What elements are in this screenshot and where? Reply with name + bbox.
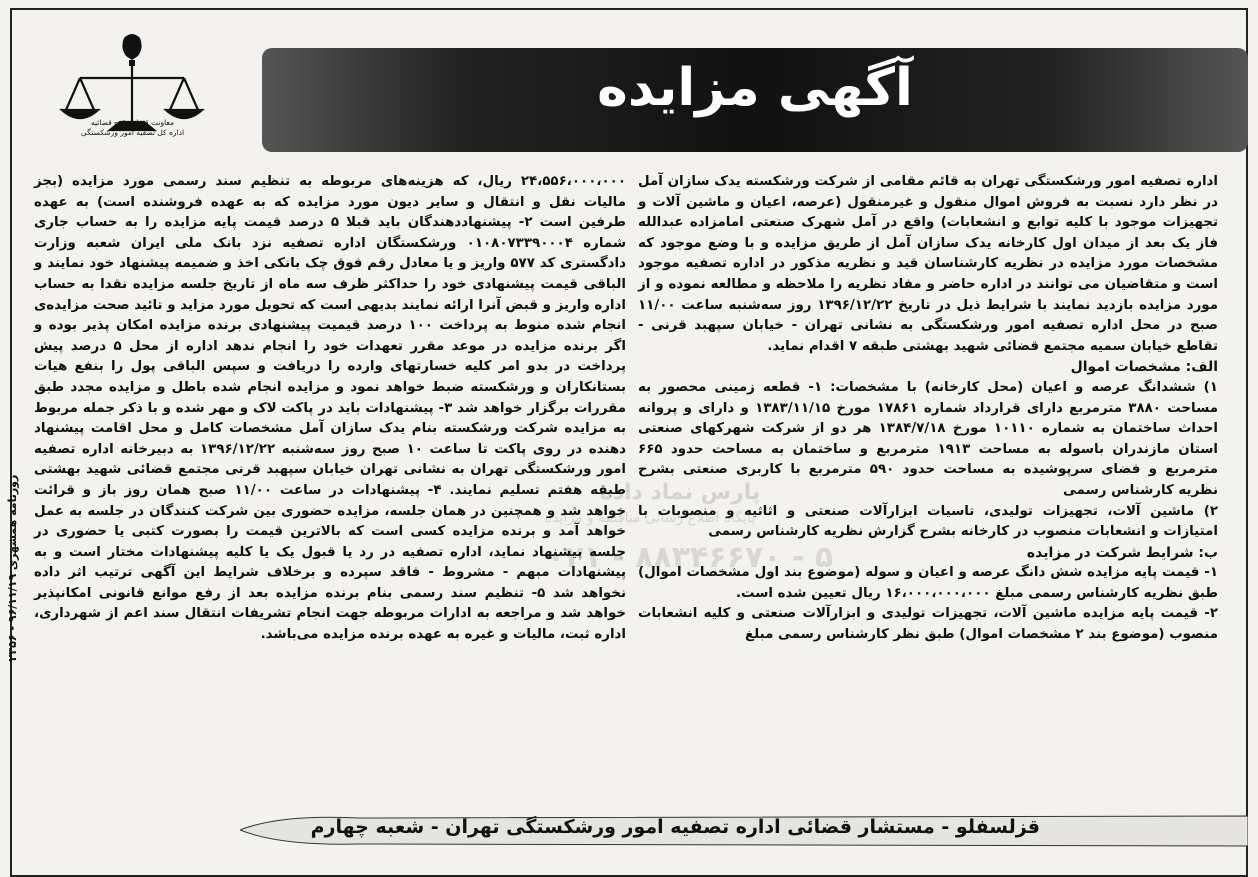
intro-paragraph [638, 172, 1218, 357]
section-a-heading: الف: مشخصات اموال [1070, 359, 1218, 376]
section-b-heading: ب: شرایط شرکت در مزایده [1026, 544, 1218, 561]
item-b1: ۱- قیمت پایه مزایده شش دانگ عرصه و اعیان و سوله (موضوع بند اول مشخصات اموال) طبق نظریه کارشناس رسمی مبلغ ۱۶،۰۰۰،۰۰۰،۰۰۰ ریال تعیین شده است. [638, 565, 1218, 601]
signature-line: قزلسفلو - مستشار قضائی اداره تصفیه امور ورشکستگی تهران - شعبه چهارم [310, 816, 1040, 838]
intro-text: به قائم مقامی از شرکت ورشکسته یدک سازان آمل در نظر دارد نسبت به فروش اموال منقول و غیرمنقول (عرصه، اعیان و ماشین آلات و تجهیزات موجود با کلیه توابع و انشعابات) واقع در آمل شهرک صنعتی امامزاده عبدالله فاز یک بعد از میدان اول کارخانه یدک سازان آمل از طریق مزایده و با وضع موجود که مشخصات مورد مزایده در نظریه کارشناسان قید و نظریه مذکور در اداره تصفیه موجود است و متقاضیان می توانند در اداره حاضر و مفاد نظریه را ملاحظه و مطالعه نموده و از مورد مزایده بازدید نمایند با شرایط ذیل در تاریخ ۱۳۹۶/۱۲/۲۲ روز سه‌شنبه ساعت ۱۱/۰۰ صبح در محل اداره تصفیه امور ورشکستگی به نشانی تهران - خیابان سپهبد قرنی - تقاطع خیابان سمیه مجتمع قضائی شهید بهشتی طبقه ۷ اقدام نماید. [638, 174, 1218, 354]
agency-name: اداره تصفیه امور ورشکستگی تهران [981, 174, 1218, 189]
item-b2: ۲- قیمت پایه مزایده ماشین آلات، تجهیزات تولیدی و ابزارآلات صنعتی و کلیه انشعابات منصوب (موضوع بند ۲ مشخصات اموال) طبق نظر کارشناس رسمی مبلغ [638, 606, 1218, 643]
newspaper-side-label: روزنامه همشهری ۹۶/۱۱/۱۹ - ۲۳۵۶ [6, 474, 19, 662]
watermark-phone: ۰۲۱ - ۸۸۳۴۶۶۷۰ - ۵ [546, 540, 834, 575]
item-a1: ۱) ششدانگ عرصه و اعیان (محل کارخانه) با مشخصات: ۱- قطعه زمینی محصور به مساحت ۳۸۸۰ مترمربع دارای قرارداد شماره ۱۷۸۶۱ مورخ ۱۳۸۳/۱۱/۱۵ و دارای و پروانه احداث ساختمان به شماره ۱۰۱۱۰ مورخ ۱۳۸۴/۷/۱۸ هر دو از شرکت شهرکهای صنعتی استان مازندران باسوله به مساحت ۱۹۱۳ مترمربع و ساختمان به مساحت حدود ۶۶۵ مترمربع و فضای سرپوشیده به مساحت حدود ۵۹۰ مترمربع با کاربری صنعتی بشرح نظریه کارشناس رسمی [638, 379, 1218, 498]
watermark-brand: پارس نماد داده [599, 480, 761, 505]
left-column-text: ۲۴،۵۵۶،۰۰۰،۰۰۰ ریال، که هزینه‌های مربوطه به تنظیم سند رسمی مورد مزایده (بجز مالیات نقل و انتقال و سایر دیون مورد مزایده که به عهده فروشنده است) به عهده طرفین است ۲- پیشنهاددهندگان باید قبلا ۵ درصد قیمت پایه مزایده را به حساب جاری شماره ۰۱۰۸۰۷۳۳۹۰۰۰۴ ورشکستگان اداره تصفیه نزد بانک ملی ایران شعبه وزارت دادگستری کد ۵۷۷ واریز و یا معادل رقم فوق چک بانکی اخذ و ضمیمه پیشنهاد خود نمایند و الباقی قیمت پیشنهادی خود را حداکثر ظرف سه ماه از تاریخ جلسه مزایده نقدا به حساب اداره واریز و قبض آنرا ارائه نمایند بدیهی است که تحویل مورد مزاید و تائید صحت مزایده‌ی انجام شده منوط به پرداخت ۱۰۰ درصد قیمیت پیشنهادی برنده مزایده امکان پذیر بوده و اگر برنده مزایده در موعد مقرر تعهدات خود را انجام ندهد اداره از محل ۵ درصد پیش پرداخت در بدو امر کلیه خسارتهای وارده را دریافت و سپس الباقی پول را بنفع هیات بستانکاران و ورشکسته ضبط خواهد نمود و مزایده انجام شده باطل و مزایده مجدد طبق مقررات برگزار خواهد شد ۳- پیشنهادات باید در پاکت لاک و مهر شده و با ذکر جمله مربوط به مزایده شرکت ورشکسته بنام یدک سازان آمل مشخصات کامل و محل اقامت پیشنهاد دهنده در روی پاکت تا ساعت ۱۰ صبح روز سه‌شنبه ۱۳۹۶/۱۲/۲۲ به دبیرخانه اداره تصفیه امور ورشکستگی تهران به نشانی تهران خیابان سپهبد قرنی مجتمع قضائی شهید بهشتی طبقه هفتم تسلیم نمایند. ۴- پیشنهادات در ساعت ۱۱/۰۰ صبح همان روز باز و قرائت خواهد شد و همچنین در همان جلسه، مزایده حضوری بین شرکت کنندگان در جلسه به عمل خواهد آمد و برنده مزایده کسی است که بالاترین قیمت را بصورت کتبی یا حضوری در جلسه پیشنهاد نماید، اداره تصفیه در رد یا قبول یک یا کلیه پیشنهادات مختار است و به پیشنهادات مبهم - مشروط - فاقد سپرده و برخلاف شرایط این آگهی ترتیب اثر داده نخواهد شد ۵- تنظیم سند رسمی بنام برنده مزایده بعد از رفع موانع قانونی امکانپذیر خواهد شد و مراجعه به ادارات مربوطه جهت انجام تشریفات انتقال سند اعم از شهرداری، اداره ثبت، مالیات و غیره به عهده برنده مزایده می‌باشد. [34, 174, 626, 643]
judiciary-emblem-icon [40, 30, 225, 170]
item-a2: ۲) ماشین آلات، تجهیزات تولیدی، تاسیات ابزارآلات صنعتی و اثاثیه و منصوبات با امتیازات و انشعابات منصوب در کارخانه بشرح گزارش نظریه کارشناس رسمی [638, 503, 1218, 540]
right-column [638, 172, 1218, 646]
watermark-tagline: پایگاه اطلاع رسانی مناقصه و مزایده [544, 510, 756, 526]
left-column [34, 172, 626, 646]
page-title: آگهی مزایده [597, 58, 913, 118]
emblem-caption: معاونت قضایی قوه قضائیه اداره کل تصفیه امور ورشکستگی [80, 118, 185, 137]
